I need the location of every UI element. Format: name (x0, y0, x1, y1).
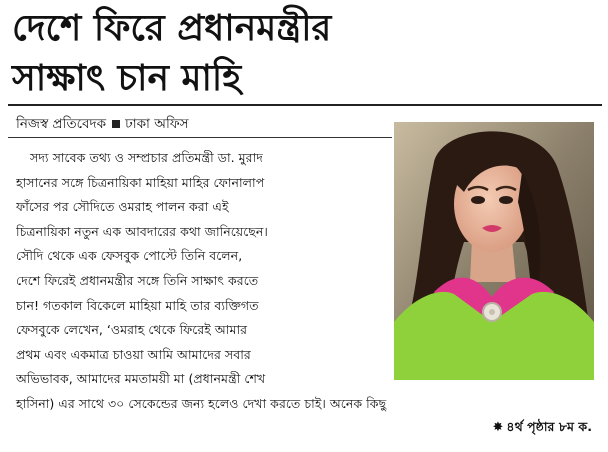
square-bullet-icon (112, 120, 120, 128)
brooch-center (489, 309, 495, 315)
byline-office: ঢাকা অফিস (125, 116, 189, 132)
article-line: সদ্য সাবেক তথ্য ও সম্প্রচার প্রতিমন্ত্রী ডা. মুরাদ (30, 150, 263, 165)
eye-left (471, 196, 485, 204)
article-line: হাসানের সঙ্গে চিত্রনায়িকা মাহিয়া মাহির ফোনালাপ (16, 174, 265, 190)
eye-right (499, 196, 513, 204)
continuation-note[interactable] (493, 415, 592, 440)
article-line: ফাঁসের পর সৌদিতে ওমরাহ পালন করা এই (16, 199, 229, 215)
article-last-line: হাসিনা) এর সাথে ৩০ সেকেন্ডের জন্য হলেও দেখা করতে চাই। অনেক কিছু (16, 396, 387, 411)
article-line: অভিভাবক, আমাদের মমতাময়ী মা (প্রধানমন্ত্রী শেখ (16, 371, 266, 387)
portrait-photo (394, 122, 594, 380)
byline-reporter: নিজস্ব প্রতিবেদক (16, 116, 107, 132)
article-line: দেশে ফিরেই প্রধানমন্ত্রীর সঙ্গে তিনি সাক্ষাৎ করতে (16, 272, 259, 288)
article-line: সৌদি থেকে এক ফেসবুক পোস্টে তিনি বলেন, (16, 248, 243, 264)
continuation-text: ৪র্থ পৃষ্ঠার ৮ম ক. (506, 419, 592, 434)
article-body (16, 146, 391, 392)
portrait-illustration (394, 122, 594, 380)
headline-divider (8, 104, 602, 106)
byline-divider (8, 137, 392, 138)
article-line: চান! গতকাল বিকেলে মাহিয়া মাহি তার ব্যক্তিগত (16, 297, 259, 313)
headline-line-1: দেশে ফিরে প্রধানমন্ত্রীর (12, 8, 332, 49)
article-line: ফেসবুকে লেখেন, ‘ওমরাহ থেকে ফিরেই আমার (16, 322, 248, 338)
byline (16, 114, 189, 134)
headline (12, 4, 602, 104)
headline-line-2: সাক্ষাৎ চান মাহি (12, 58, 242, 99)
star-bullet-icon: ✸ (492, 420, 504, 435)
article-line: প্রথম এবং একমাত্র চাওয়া আমি আমাদের সবার (16, 346, 251, 362)
article-line: চিত্রনায়িকা নতুন এক আবদারের কথা জানিয়েছেন। (16, 223, 268, 239)
